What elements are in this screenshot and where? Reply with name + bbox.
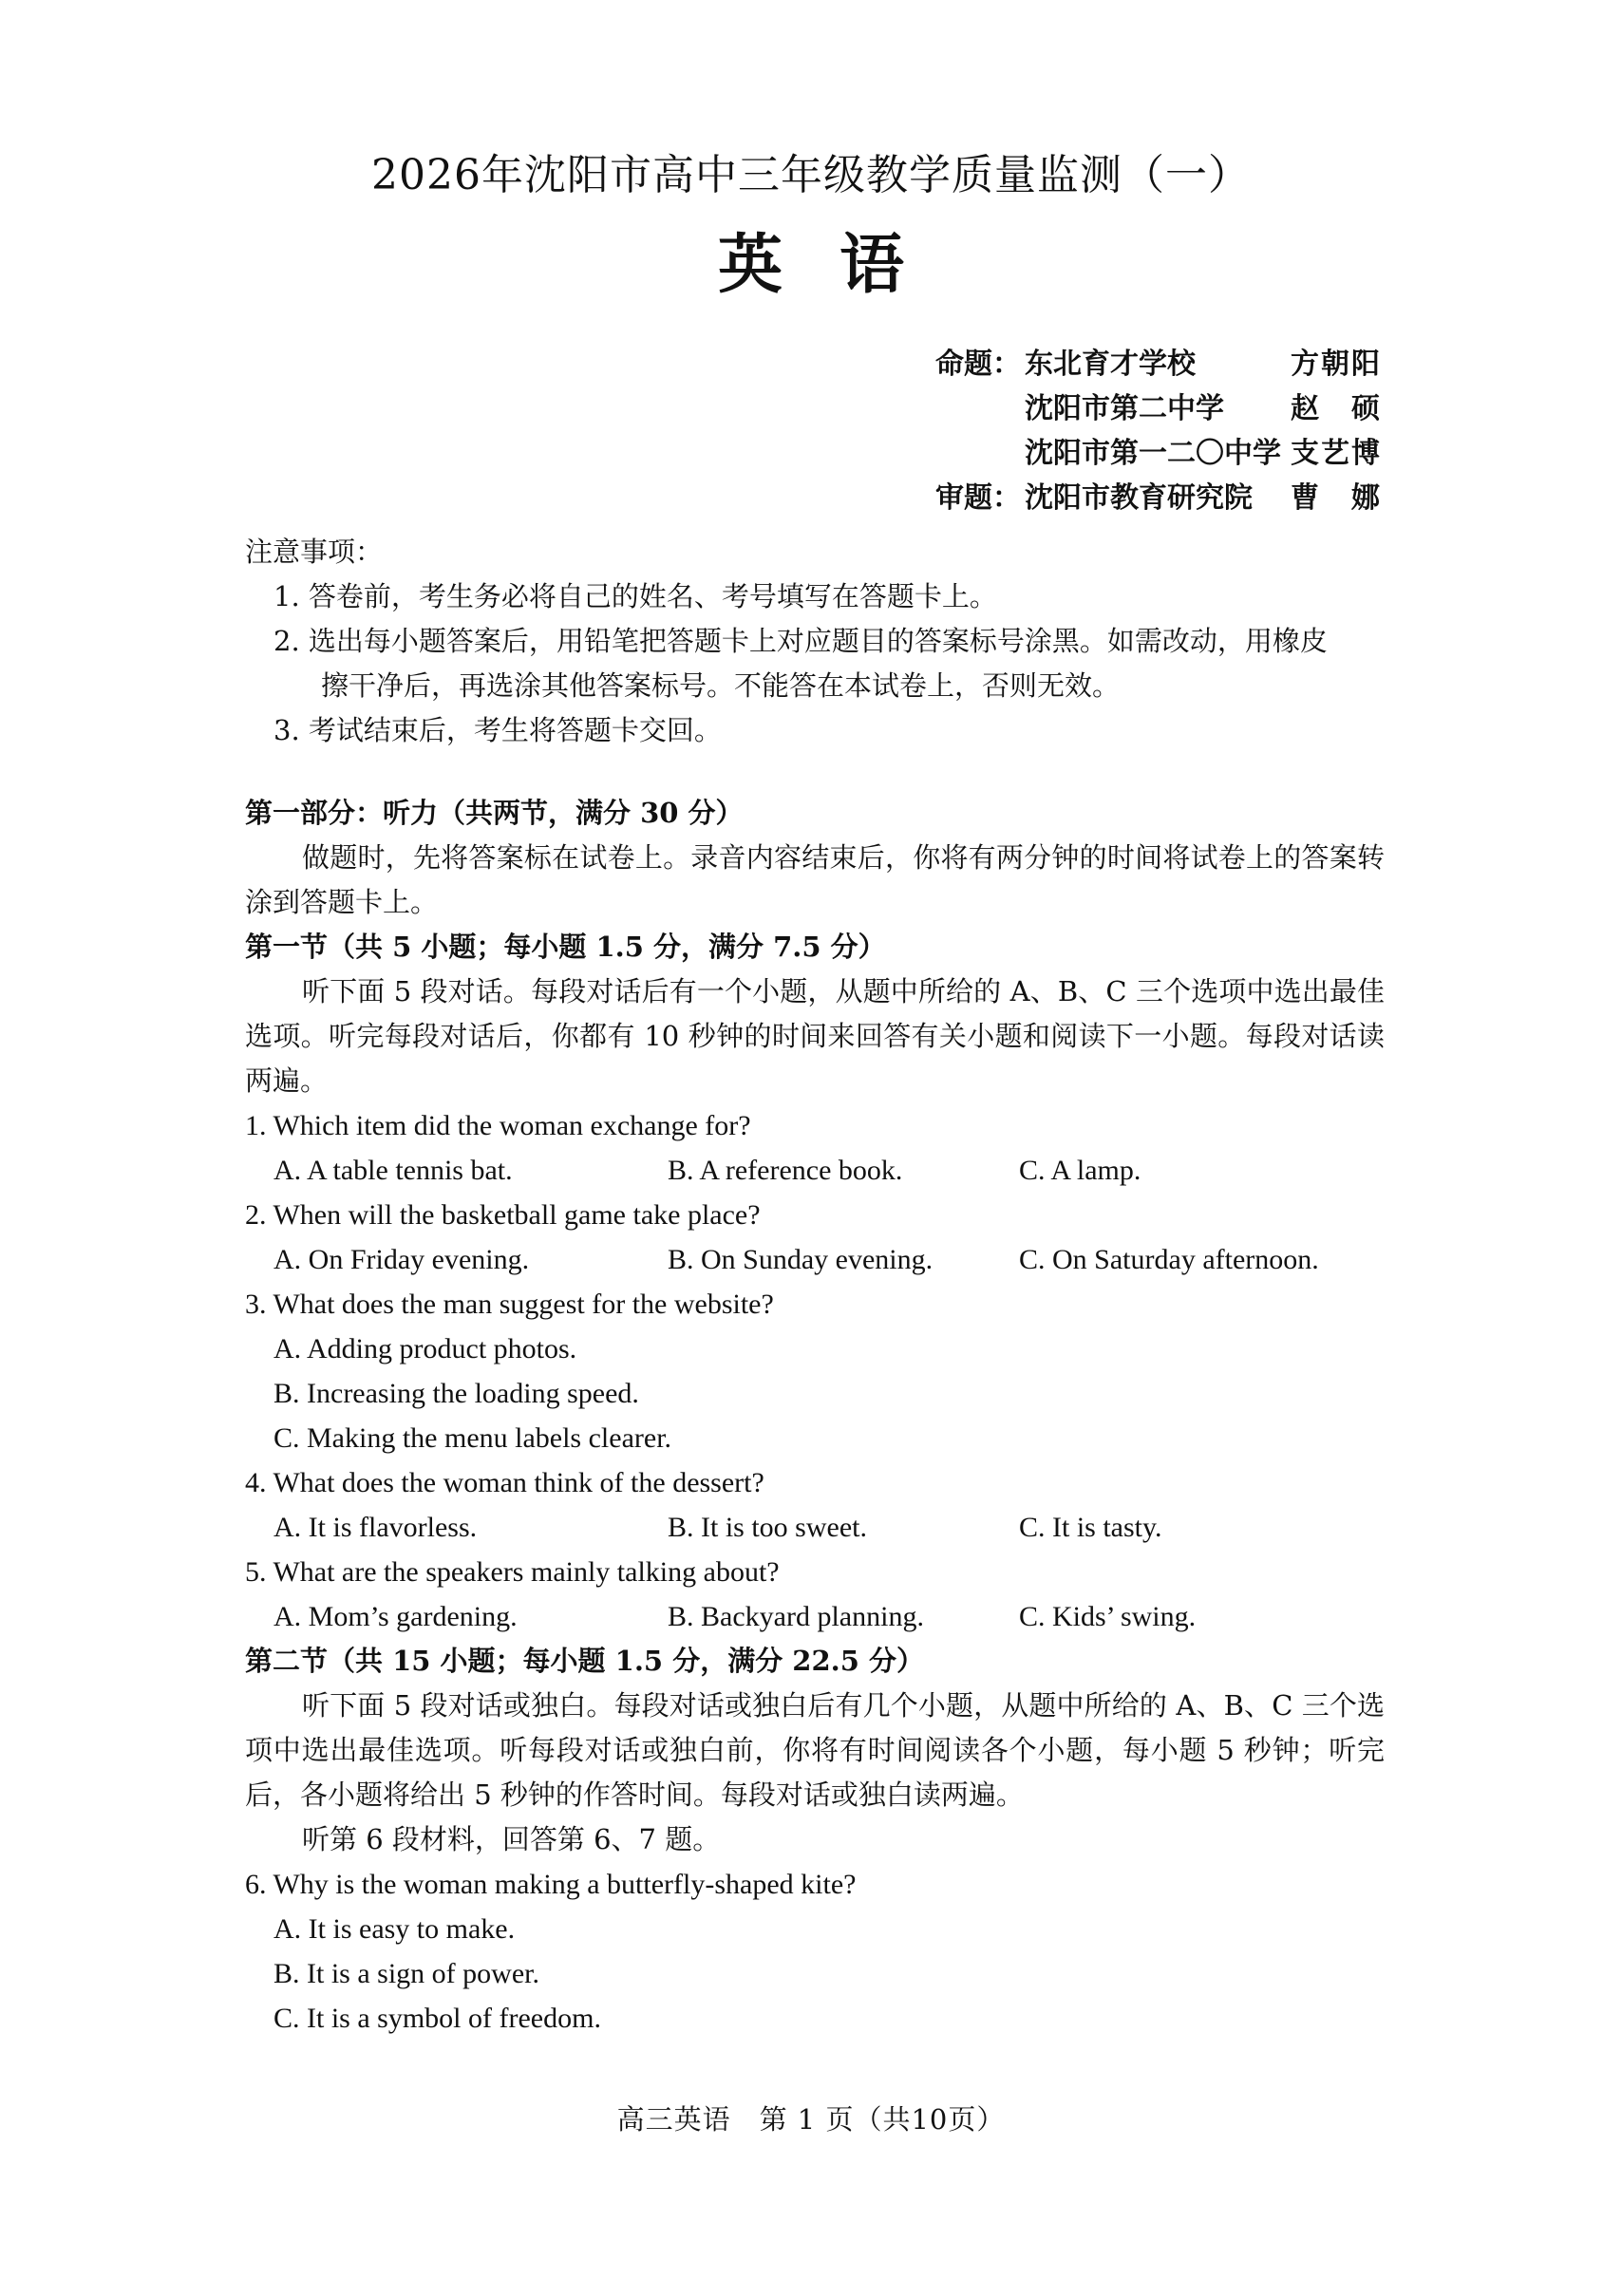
credit-row bbox=[935, 431, 1382, 476]
section1-heading: 第一节（共 5 小题；每小题 1.5 分，满分 7.5 分） bbox=[245, 931, 886, 963]
option-b: B. Backyard planning. bbox=[668, 1601, 924, 1632]
question-stem: 6. Why is the woman making a butterfly-shaped kite? bbox=[245, 1869, 857, 1900]
credit-org: 沈阳市第二中学 bbox=[1025, 392, 1224, 425]
credit-org: 东北育才学校 bbox=[1025, 348, 1196, 381]
option-b: B. A reference book. bbox=[668, 1155, 903, 1186]
credit-name: 赵 硕 bbox=[1291, 392, 1382, 425]
credit-row bbox=[935, 342, 1382, 386]
option-c: C. A lamp. bbox=[1019, 1155, 1141, 1186]
question-stem: 5. What are the speakers mainly talking about? bbox=[245, 1556, 780, 1588]
option-a: A. A table tennis bat. bbox=[273, 1155, 513, 1186]
notice-item: 3. 考试结束后，考生将答题卡交回。 bbox=[273, 714, 722, 746]
option-b: B. It is too sweet. bbox=[668, 1512, 867, 1543]
option-c: C. It is a symbol of freedom. bbox=[273, 2003, 601, 2034]
option-b: B. Increasing the loading speed. bbox=[273, 1378, 639, 1409]
credit-org: 沈阳市教育研究院 bbox=[1025, 481, 1253, 515]
question-stem: 1. Which item did the woman exchange for? bbox=[245, 1110, 751, 1141]
question-options bbox=[245, 1237, 1385, 1282]
section2-heading: 第二节（共 15 小题；每小题 1.5 分，满分 22.5 分） bbox=[245, 1645, 925, 1677]
option-c: C. Kids’ swing. bbox=[1019, 1601, 1197, 1632]
option-b: B. On Sunday evening. bbox=[668, 1244, 934, 1275]
part1-intro: 做题时，先将答案标在试卷上。录音内容结束后，你将有两分钟的时间将试卷上的答案转涂到答题卡上。 bbox=[245, 841, 1385, 918]
question-options bbox=[245, 1505, 1385, 1550]
section2-intro: 听下面 5 段对话或独白。每段对话或独白后有几个小题，从题中所给的 A、B、C 三个选项中选出最佳选项。听每段对话或独白前，你将有时间阅读各个小题，每小题 5 秒钟；听完后，各小题将给出 5 秒钟的作答时间。每段对话或独白读两遍。 bbox=[245, 1689, 1385, 1811]
notice-item: 1. 答卷前，考生务必将自己的姓名、考号填写在答题卡上。 bbox=[273, 580, 997, 612]
notice-item: 2. 选出每小题答案后，用铅笔把答题卡上对应题目的答案标号涂黑。如需改动，用橡皮 bbox=[273, 625, 1328, 657]
section2-material: 听第 6 段材料，回答第 6、7 题。 bbox=[302, 1823, 721, 1855]
credit-role: 命题： bbox=[935, 348, 1021, 381]
exam-title: 2026年沈阳市高中三年级教学质量监测（一） bbox=[371, 151, 1251, 199]
option-b: B. It is a sign of power. bbox=[273, 1958, 539, 1989]
notice-heading: 注意事项： bbox=[245, 536, 384, 568]
option-c: C. On Saturday afternoon. bbox=[1019, 1244, 1319, 1275]
credit-name: 支艺博 bbox=[1291, 437, 1382, 470]
exam-content bbox=[245, 530, 1385, 2041]
credit-org: 沈阳市第一二〇中学 bbox=[1025, 437, 1281, 470]
question-options bbox=[245, 1148, 1385, 1193]
question-stem: 4. What does the woman think of the dessert? bbox=[245, 1467, 764, 1498]
credit-name: 方朝阳 bbox=[1291, 348, 1382, 381]
credit-row bbox=[935, 386, 1382, 431]
option-c: C. It is tasty. bbox=[1019, 1512, 1162, 1543]
question-options bbox=[245, 1594, 1385, 1639]
credit-row bbox=[935, 476, 1382, 520]
notice-item: 擦干净后，再选涂其他答案标号。不能答在本试卷上，否则无效。 bbox=[321, 669, 1121, 702]
credit-name: 曹 娜 bbox=[1291, 481, 1382, 515]
credit-role: 审题： bbox=[935, 481, 1021, 515]
part1-heading: 第一部分：听力（共两节，满分 30 分） bbox=[245, 797, 744, 829]
credits-block bbox=[935, 342, 1382, 520]
page-footer: 高三英语 第 1 页（共10页） bbox=[616, 2103, 1006, 2136]
option-a: A. Adding product photos. bbox=[273, 1333, 577, 1364]
option-c: C. Making the menu labels clearer. bbox=[273, 1422, 672, 1454]
section1-intro: 听下面 5 段对话。每段对话后有一个小题，从题中所给的 A、B、C 三个选项中选出最佳选项。听完每段对话后，你都有 10 秒钟的时间来回答有关小题和阅读下一小题。每段对话读两遍。 bbox=[245, 975, 1385, 1097]
question-stem: 3. What does the man suggest for the website? bbox=[245, 1289, 774, 1320]
question-stem: 2. When will the basketball game take place? bbox=[245, 1199, 761, 1231]
option-a: A. On Friday evening. bbox=[273, 1244, 530, 1275]
subject-title: 英语 bbox=[717, 227, 961, 303]
option-a: A. It is easy to make. bbox=[273, 1913, 516, 1945]
option-a: A. It is flavorless. bbox=[273, 1512, 478, 1543]
option-a: A. Mom’s gardening. bbox=[273, 1601, 518, 1632]
